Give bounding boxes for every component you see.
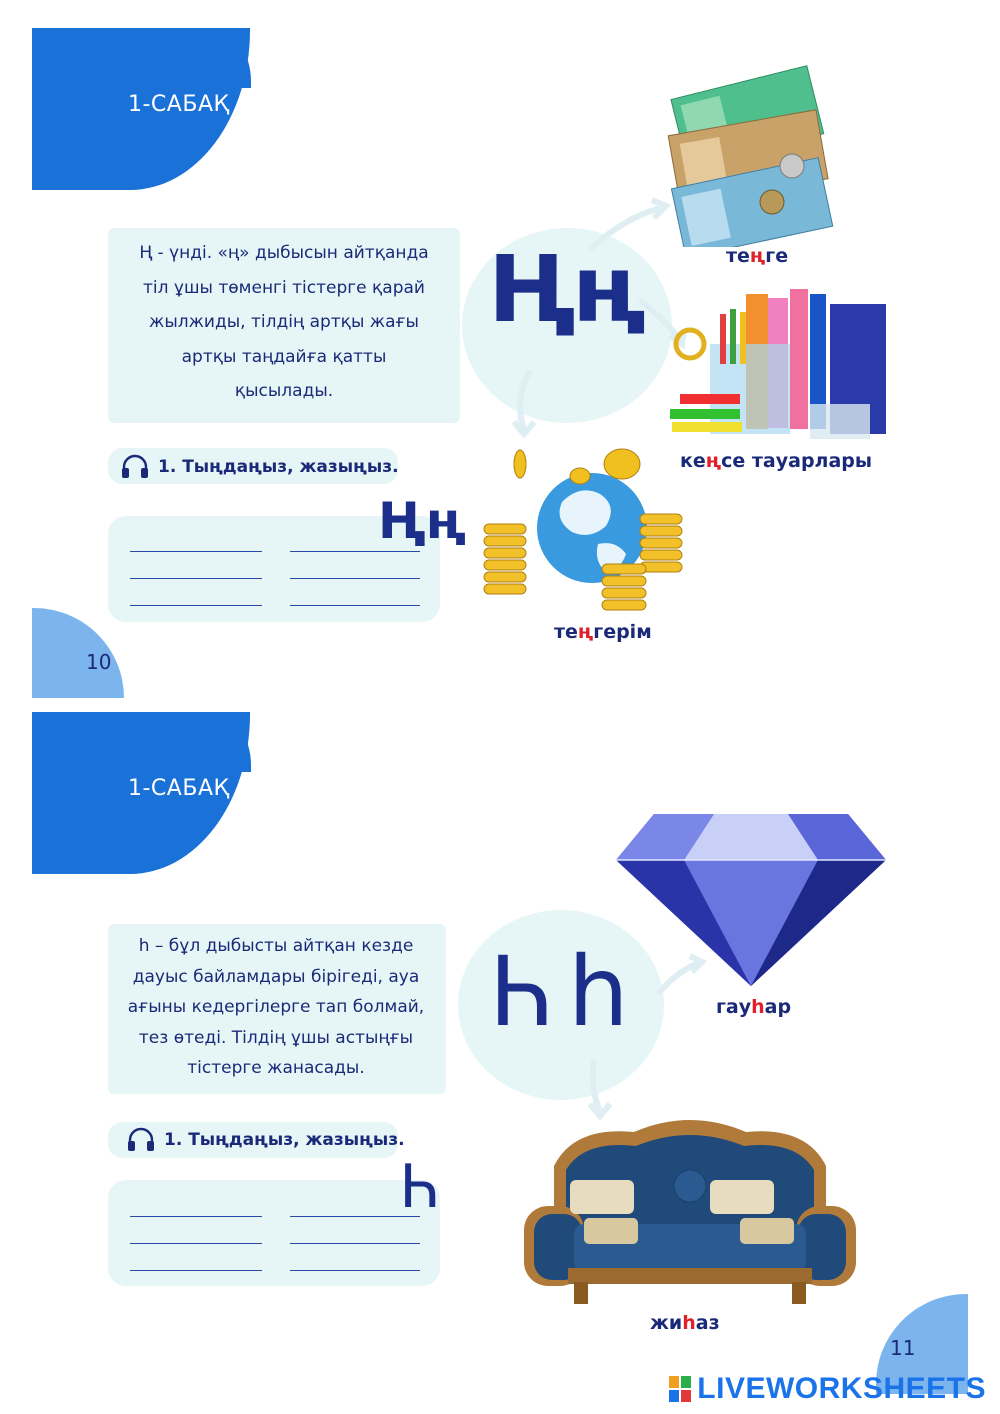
big-letter: Ңң — [488, 236, 643, 343]
description-line: артқы таңдайға қатты — [181, 346, 387, 367]
description-line: жылжиды, тілдің артқы жағы — [149, 312, 419, 332]
big-letter: Һһ — [490, 936, 641, 1048]
exercise-row — [120, 454, 399, 480]
writing-line[interactable] — [130, 551, 262, 552]
word-tenge: теңге — [726, 245, 789, 267]
writing-letter: Һ — [400, 1152, 442, 1222]
writing-line[interactable] — [290, 1243, 420, 1244]
description-line: тез өтеді. Тілдің ұшы астыңғы — [138, 1027, 414, 1048]
description-text — [108, 236, 460, 409]
footer-logo[interactable] — [669, 1372, 986, 1406]
diamond-picture — [614, 812, 888, 988]
description-line: ағыны кедергілерге тап болмай, — [127, 997, 425, 1017]
word-kense: кеңсе тауарлары — [680, 450, 873, 472]
writing-line[interactable] — [130, 1216, 262, 1217]
page-number: 10 — [86, 650, 112, 674]
word-tengerim: теңгерім — [554, 621, 652, 643]
lesson-label: 1-САБАҚ — [128, 92, 230, 117]
banknotes-picture — [664, 62, 836, 247]
lesson-label: 1-САБАҚ — [128, 776, 230, 801]
sofa-picture — [514, 1106, 866, 1306]
description-line: тіл ұшы төменгі тістерге қарай — [143, 277, 425, 298]
writing-line[interactable] — [290, 1216, 420, 1217]
liveworksheets-logo-icon — [669, 1376, 691, 1402]
writing-line[interactable] — [290, 551, 420, 552]
writing-line[interactable] — [130, 1270, 262, 1271]
writing-letter: Ңң — [378, 492, 467, 550]
writing-line[interactable] — [130, 605, 262, 606]
exercise-row — [126, 1127, 405, 1153]
word-gauhar: гауhар — [716, 996, 792, 1018]
description-line: дауыс байламдары бірігеді, ауа — [132, 966, 420, 987]
headphones-icon[interactable] — [126, 1127, 156, 1153]
description-line: Ң - үнді. «ң» дыбысын айтқанда — [139, 243, 429, 263]
writing-line[interactable] — [290, 1270, 420, 1271]
description-line: тістерге жанасады. — [187, 1058, 365, 1078]
writing-line[interactable] — [290, 578, 420, 579]
writing-line[interactable] — [130, 1243, 262, 1244]
exercise-text: 1. Тыңдаңыз, жазыңыз. — [158, 457, 399, 477]
office-supplies-picture — [660, 284, 888, 444]
writing-line[interactable] — [290, 605, 420, 606]
page-number: 11 — [890, 1336, 916, 1360]
description-line: қысылады. — [234, 381, 334, 401]
globe-coins-picture — [480, 444, 690, 614]
headphones-icon[interactable] — [120, 454, 150, 480]
word-zhihaz: жиhаз — [650, 1312, 720, 1334]
description-text — [100, 931, 452, 1084]
description-line: h – бұл дыбысты айтқан кезде — [138, 936, 414, 956]
arrow-icon — [590, 208, 660, 250]
exercise-text: 1. Тыңдаңыз, жазыңыз. — [164, 1130, 405, 1150]
footer-brand: LIVEWORKSHEETS — [697, 1372, 986, 1405]
writing-line[interactable] — [130, 578, 262, 579]
arrow-icon — [520, 370, 530, 430]
